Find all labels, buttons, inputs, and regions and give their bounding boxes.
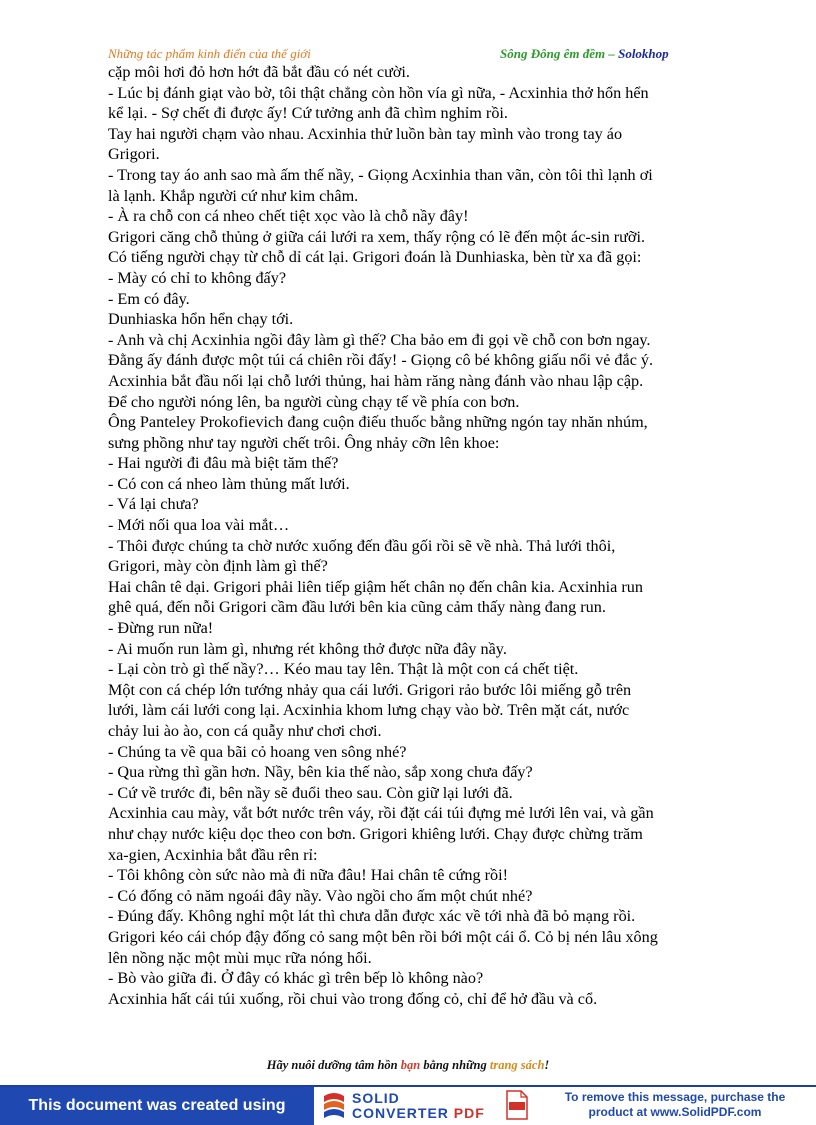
text-line: - Có đống cỏ năm ngoái đây nầy. Vào ngồi cho ấm một chút nhé? bbox=[108, 886, 533, 905]
text-line: chảy lui ào ào, con cá quẫy như chơi chơi. bbox=[108, 722, 382, 740]
text-line: Một con cá chép lớn tướng nhảy qua cái lưới. Grigori rảo bước lôi miếng gỗ trên bbox=[108, 680, 632, 699]
text-line: lên nồng nặc một mùi mục rữa nóng hổi. bbox=[108, 948, 372, 967]
quote-part: bằng những bbox=[420, 1058, 490, 1072]
text-line: - Em có đây. bbox=[108, 289, 190, 308]
text-line: Acxinhia cau mày, vắt bớt nước trên váy, rồi đặt cái túi đựng mẻ lưới lên vai, và gần bbox=[108, 804, 654, 823]
text-line: Dunhiaska hổn hển chạy tới. bbox=[108, 310, 294, 329]
text-line: - Ai muốn run làm gì, nhưng rét không thở được nữa đây nầy. bbox=[108, 639, 507, 658]
text-line: - Anh và chị Acxinhia ngồi đây làm gì thế? Cha bảo em đi gọi về chỗ con bơn ngay. bbox=[108, 330, 651, 349]
text-line: lưới, làm cái lưới cong lại. Acxinhia khom lưng chạy vào bờ. Trên mặt cát, nước bbox=[108, 701, 630, 720]
text-line: sưng phồng như tay người chết trôi. Ông nhảy cỡn lên khoe: bbox=[108, 433, 500, 452]
book-title: Sông Đông êm đềm bbox=[500, 46, 606, 61]
solidpdf-link[interactable]: www.SolidPDF.com bbox=[650, 1105, 762, 1119]
text-line: Grigori căng chỗ thủng ở giữa cái lưới ra xem, thấy rộng có lẽ đến một ác-sin rưỡi. bbox=[108, 227, 646, 246]
text-line: cặp môi hơi đỏ hơn hớt đã bắt đầu có nét cười. bbox=[108, 63, 410, 81]
text-line: - Cứ về trước đi, bên nầy sẽ đuổi theo sau. Còn giữ lại lưới đã. bbox=[108, 783, 513, 802]
text-line: - Hai người đi đâu mà biệt tăm thế? bbox=[108, 454, 339, 473]
author-name: Solokhop bbox=[618, 46, 669, 61]
quote-highlight-trang-sach: trang sách bbox=[489, 1058, 545, 1072]
text-line: - Đừng run nữa! bbox=[108, 619, 214, 638]
text-line: Hai chân tê dại. Grigori phải liên tiếp giậm hết chân nọ đến chân kia. Acxinhia run bbox=[108, 577, 643, 596]
text-line: - Thôi được chúng ta chờ nước xuống đến đầu gối rồi sẽ về nhà. Thả lưới thôi, bbox=[108, 536, 616, 555]
text-line: Acxinhia hất cái túi xuống, rồi chui vào trong đống cỏ, chỉ để hở đầu và cổ. bbox=[108, 989, 598, 1008]
logo-solid: SOLID bbox=[352, 1090, 400, 1106]
purchase-line-2 bbox=[540, 1105, 810, 1120]
banner-created-text: This document was created using bbox=[0, 1087, 314, 1125]
purchase-line-1: To remove this message, purchase the bbox=[564, 1090, 786, 1104]
text-line: - Vá lại chưa? bbox=[108, 495, 199, 514]
header-book-title bbox=[500, 46, 669, 62]
text-line: Acxinhia bắt đầu nối lại chỗ lưới thủng, hai hàm răng nàng đánh vào nhau lập cập. bbox=[108, 371, 644, 390]
text-line: - Có con cá nheo làm thủng mất lưới. bbox=[108, 474, 350, 493]
text-line: Grigori. bbox=[108, 145, 160, 164]
text-line: xa-gien, Acxinhia bắt đầu rên rỉ: bbox=[108, 845, 318, 864]
text-line: ghê quá, đến nỗi Grigori cầm đầu lưới bên kia cũng cảm thấy nàng đang run. bbox=[108, 598, 606, 617]
logo-converter-pdf bbox=[352, 1106, 485, 1121]
quote-highlight-ban: bạn bbox=[400, 1058, 421, 1072]
text-line: Có tiếng người chạy từ chỗ dỉ cát lại. Grigori đoán là Dunhiaska, bèn từ xa đã gọi: bbox=[108, 248, 642, 267]
text-line: là lạnh. Khắp người cứ như kim châm. bbox=[108, 186, 359, 205]
purchase-prefix: product at bbox=[588, 1105, 651, 1119]
title-separator: – bbox=[605, 46, 619, 61]
text-line: - Qua rừng thì gần hơn. Nầy, bên kia thế nào, sắp xong chưa đấy? bbox=[108, 763, 533, 782]
logo-pdf: PDF bbox=[453, 1105, 485, 1121]
text-line: - Mới nối qua loa vài mắt… bbox=[108, 516, 290, 535]
text-line: - Mày có chỉ to không đấy? bbox=[108, 268, 287, 287]
text-line: - Lại còn trò gì thế nầy?… Kéo mau tay lên. Thật là một con cá chết tiệt. bbox=[108, 660, 579, 679]
solid-converter-logo[interactable] bbox=[322, 1091, 532, 1121]
text-line: Ông Panteley Prokofievich đang cuộn điếu thuốc bằng những ngón tay nhăn nhúm, bbox=[108, 413, 648, 432]
text-line: Grigori kéo cái chóp đậy đống cỏ sang một bên rồi bới một cái ổ. Cỏ bị nén lâu xông bbox=[108, 927, 658, 946]
quote-part: ! bbox=[544, 1058, 550, 1072]
solid-logo-icon bbox=[322, 1092, 346, 1120]
text-line: Grigori, mày còn định làm gì thế? bbox=[108, 557, 328, 576]
banner-purchase-text bbox=[540, 1090, 810, 1120]
text-line: - Bò vào giữa đi. Ở đây có khác gì trên bếp lò không nào? bbox=[108, 969, 484, 988]
header-series-title: Những tác phẩm kinh điển của thế giới bbox=[108, 46, 311, 61]
watermark-banner bbox=[0, 1085, 816, 1125]
text-line: - Lúc bị đánh giạt vào bờ, tôi thật chẳng còn hồn vía gì nữa, - Acxinhia thở hổn hển bbox=[108, 83, 649, 102]
body-text bbox=[108, 62, 708, 1009]
text-line: - Tôi không còn sức nào mà đi nữa đâu! Hai chân tê cứng rồi! bbox=[108, 866, 509, 885]
text-line: Để cho người nóng lên, ba người cùng chạy tế về phía con bơn. bbox=[108, 392, 520, 411]
text-line: kể lại. - Sợ chết đi được ấy! Cứ tưởng anh đã chìm nghỉm rồi. bbox=[108, 104, 508, 123]
text-line: Tay hai người chạm vào nhau. Acxinhia thử luồn bàn tay mình vào trong tay áo bbox=[108, 124, 623, 143]
text-line: Đằng ấy đánh được một túi cá chiên rồi đấy! - Giọng cô bé không giấu nổi vẻ đắc ý. bbox=[108, 351, 654, 370]
footer-quote bbox=[0, 1058, 816, 1073]
text-line: - Đúng đấy. Không nghỉ một lát thì chưa dẫn được xác về tới nhà đã bỏ mạng rồi. bbox=[108, 907, 636, 926]
text-line: - Chúng ta về qua bãi cỏ hoang ven sông nhé? bbox=[108, 742, 407, 761]
text-line: - Trong tay áo anh sao mà ấm thế nầy, - Giọng Acxinhia than vãn, còn tôi thì lạnh ơi bbox=[108, 165, 653, 184]
text-line: - À ra chỗ con cá nheo chết tiệt xọc vào là chỗ nầy đây! bbox=[108, 207, 469, 226]
logo-converter: CONVERTER bbox=[352, 1105, 454, 1121]
text-line: như chạy nước kiệu dọc theo con bơn. Grigori khiêng lưới. Chạy được chừng trăm bbox=[108, 824, 643, 843]
quote-part: Hãy nuôi dưỡng tâm hồn bbox=[266, 1058, 401, 1072]
pdf-file-icon bbox=[506, 1090, 528, 1120]
logo-wordmark bbox=[352, 1091, 485, 1121]
